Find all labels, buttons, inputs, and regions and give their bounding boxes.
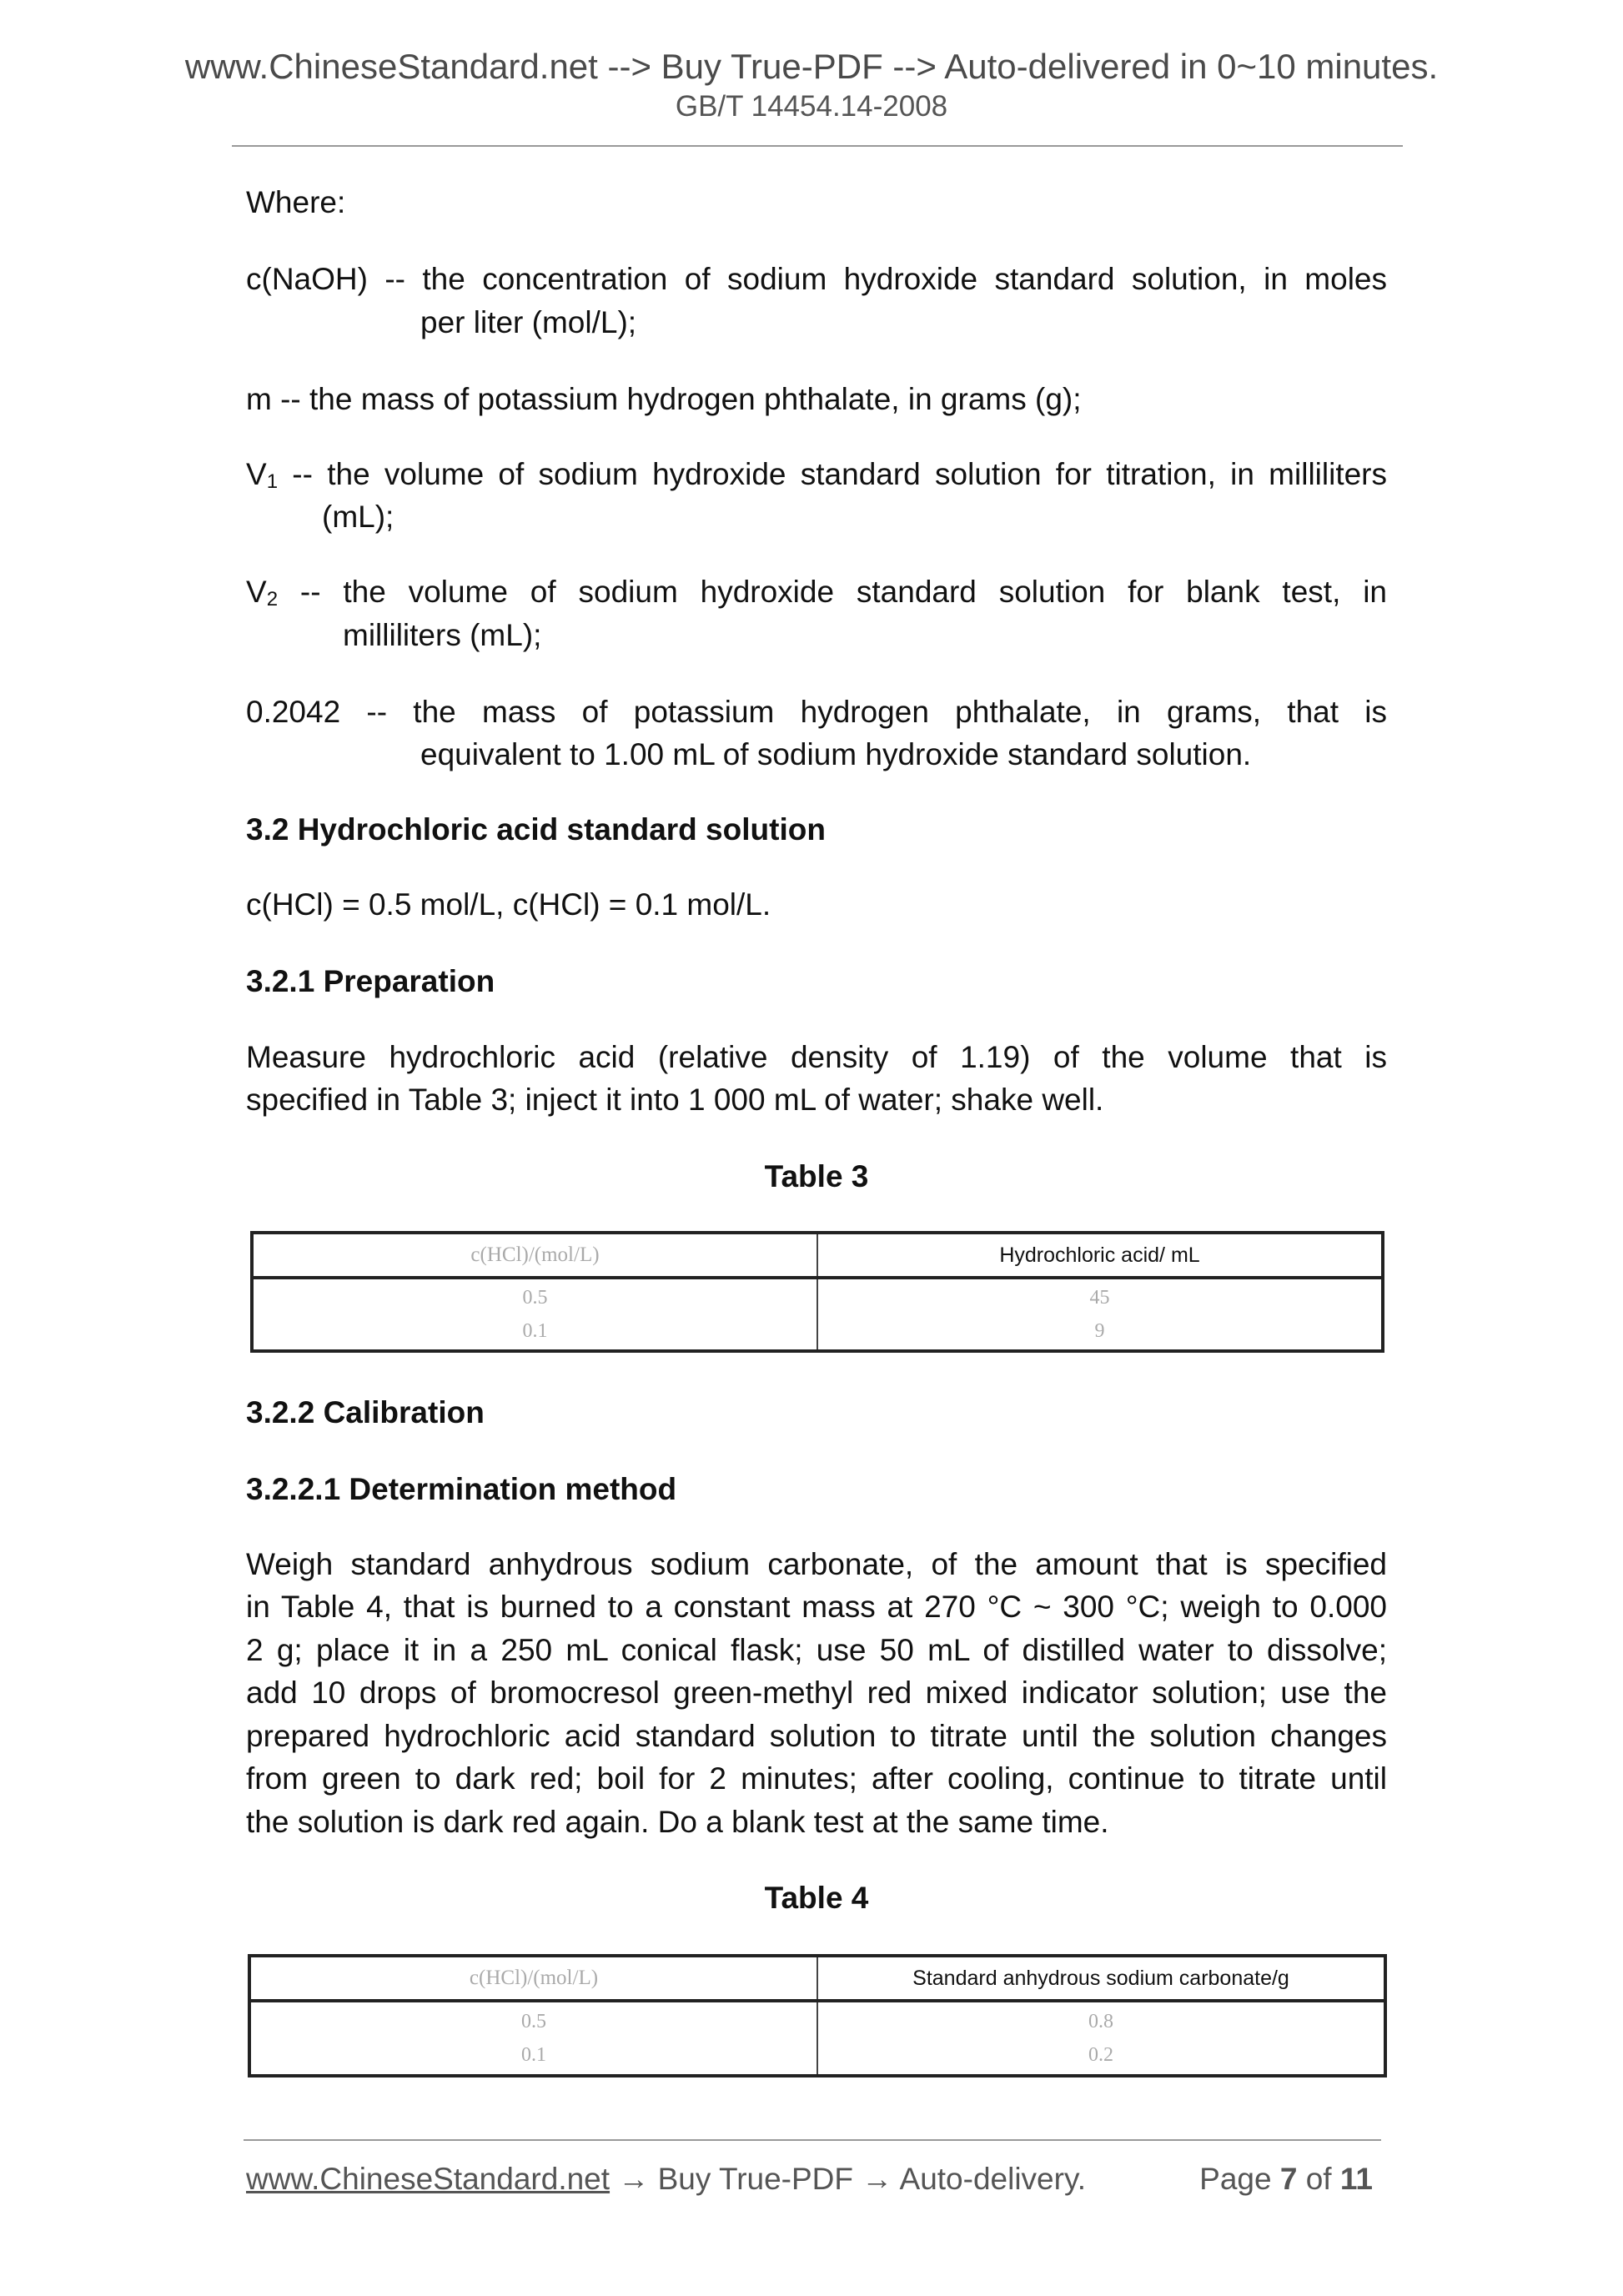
def-cnaoh [246, 258, 1387, 300]
def-symbol: 0.2042 [246, 695, 341, 729]
def-symbol: m [246, 382, 272, 416]
method-line: add 10 drops of bromocresol green-methyl red mixed indicator solution; use the [246, 1676, 1387, 1710]
section-3-2-2-heading: 3.2.2 Calibration [246, 1395, 485, 1429]
footer-divider [244, 2139, 1381, 2141]
table-header: Standard anhydrous sodium carbonate/g [817, 1956, 1385, 2001]
method-line: 2 g; place it in a 250 mL conical flask; use 50 mL of distilled water to dissolve; [246, 1633, 1387, 1667]
def-constant [246, 691, 1387, 733]
def-symbol: c(NaOH) [246, 262, 368, 296]
method-line: in Table 4, that is burned to a constant mass at 270 °C ~ 300 °C; weigh to 0.000 [246, 1590, 1387, 1624]
def-text: -- the concentration of sodium hydroxide standard solution, in moles [367, 262, 1387, 296]
footer-link[interactable]: www.ChineseStandard.net [246, 2162, 611, 2196]
header-banner: www.ChineseStandard.net --> Buy True-PDF --> Auto-delivered in 0~10 minutes. [184, 47, 1439, 86]
def-symbol: V [246, 457, 267, 491]
method-line: prepared hydrochloric acid standard solution to titrate until the solution changes [246, 1719, 1387, 1753]
cell-value: 0.5 [522, 1287, 548, 1309]
page-indicator [1199, 2160, 1373, 2198]
def-constant-cont: equivalent to 1.00 mL of sodium hydroxide standard solution. [420, 737, 1252, 771]
method-line: Weigh standard anhydrous sodium carbonate, of the amount that is specified [246, 1547, 1387, 1581]
section-3-2-heading: 3.2 Hydrochloric acid standard solution [246, 812, 826, 847]
doc-id: GB/T 14454.14-2008 [675, 90, 948, 123]
def-subscript: 2 [266, 588, 279, 610]
def-text: -- the mass of potassium hydrogen phthalate, in grams (g); [271, 382, 1082, 416]
def-symbol: V [246, 575, 267, 609]
table-cell [252, 1278, 817, 1351]
table-header: c(HCl)/(mol/L) [249, 1956, 817, 2001]
preparation-line: Measure hydrochloric acid (relative density of 1.19) of the volume that is [246, 1040, 1387, 1074]
table-4-caption: Table 4 [764, 1881, 869, 1915]
def-cnaoh-cont: per liter (mol/L); [420, 305, 637, 339]
table-cell [817, 2001, 1385, 2076]
page-label: Page [1199, 2162, 1272, 2196]
cell-value: 9 [1094, 1320, 1105, 1342]
def-v2-cont: milliliters (mL); [343, 618, 542, 652]
page-total: 11 [1339, 2162, 1373, 2196]
table-header: c(HCl)/(mol/L) [252, 1233, 817, 1278]
def-text: -- the mass of potassium hydrogen phthalate, in grams, that is [340, 695, 1387, 729]
table-3 [250, 1231, 1384, 1353]
preparation-line: specified in Table 3; inject it into 1 000 mL of water; shake well. [246, 1083, 1104, 1117]
footer-text [246, 2160, 1086, 2198]
def-m [246, 378, 1387, 420]
section-3-2-2-1-heading: 3.2.2.1 Determination method [246, 1472, 677, 1506]
method-line: from green to dark red; boil for 2 minutes; after cooling, continue to titrate until [246, 1761, 1387, 1796]
cell-value: 0.2 [1088, 2044, 1113, 2066]
table-4 [248, 1954, 1387, 2077]
section-3-2-text: c(HCl) = 0.5 mol/L, c(HCl) = 0.1 mol/L. [246, 887, 771, 922]
table-header: Hydrochloric acid/ mL [817, 1233, 1383, 1278]
table-cell [817, 1278, 1383, 1351]
cell-value: 0.5 [521, 2011, 546, 2032]
method-line: the solution is dark red again. Do a blank test at the same time. [246, 1805, 1109, 1839]
header-divider [232, 145, 1403, 147]
def-v2 [246, 570, 1387, 620]
table-cell [249, 2001, 817, 2076]
cell-value: 45 [1089, 1287, 1110, 1309]
section-3-2-1-heading: 3.2.1 Preparation [246, 964, 495, 998]
cell-value: 0.8 [1088, 2011, 1113, 2032]
def-text: -- the volume of sodium hydroxide standard solution for titration, in milliliters [278, 457, 1387, 491]
def-text: -- the volume of sodium hydroxide standard solution for blank test, in [278, 575, 1387, 609]
where-label: Where: [246, 185, 346, 219]
def-subscript: 1 [266, 470, 279, 493]
footer-tagline: → Buy True-PDF → Auto-delivery. [610, 2162, 1086, 2196]
cell-value: 0.1 [522, 1320, 548, 1342]
page-number: 7 [1279, 2162, 1298, 2196]
page-of: of [1305, 2162, 1332, 2196]
cell-value: 0.1 [521, 2044, 546, 2066]
def-v1-cont: (mL); [322, 500, 394, 534]
table-3-caption: Table 3 [764, 1159, 869, 1193]
